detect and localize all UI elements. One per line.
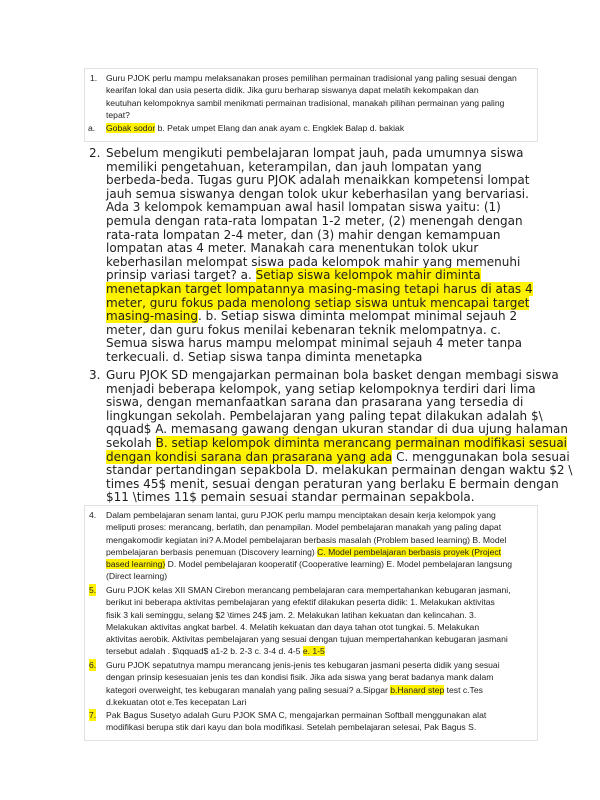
text-line <box>106 229 533 243</box>
highlighted-answer: Gobak sodor <box>106 123 156 133</box>
text-line <box>106 147 533 161</box>
text-segment: kearifan lokal dan usia peserta didik. Jika guru berharap siswanya dapat melatih kekompakan dan <box>106 85 479 96</box>
item-text <box>106 659 500 708</box>
question-item <box>0 147 533 365</box>
highlighted-answer: e. 1-5 <box>302 646 325 657</box>
text-segment: rata-rata lompatan 2-4 meter, dan (3) mahir dengan kemampuan <box>106 227 501 242</box>
text-line <box>106 297 533 311</box>
text-segment: mengakomodir kegiatan ini? A.Model pembelajaran berbasis masalah (Problem based learning) B. Model <box>106 534 507 545</box>
text-line <box>106 256 533 270</box>
item-number: 1. <box>90 73 98 83</box>
text-segment: qquad$ A. memasang gawang dengan ukuran standar di dua ujung halaman <box>106 422 568 437</box>
text-segment: prinsip variasi target? a. <box>106 268 256 283</box>
text-segment: Guru PJOK SD mengajarkan permainan bola basket dengan membagi siswa <box>106 368 559 382</box>
text-line <box>106 534 512 546</box>
text-line <box>106 521 512 533</box>
text-line <box>106 584 511 596</box>
text-line <box>106 709 486 721</box>
text-segment: . b. Setiap siswa diminta melompat minimal sejauh 2 <box>198 309 518 324</box>
text-segment: Melakukan aktivitas angkat barbel. 4. Melatih kekuatan dan daya tahan otot tungkai. 5. Melakukan <box>106 621 480 632</box>
text-line <box>106 242 533 256</box>
text-line <box>106 671 500 683</box>
highlighted-answer: B. setiap kelompok diminta merancang permainan modifikasi sesuai <box>155 435 568 450</box>
text-segment: meter, dan guru fokus menilai kebenaran teknik melompatnya. c. <box>106 322 501 337</box>
question-item <box>0 659 500 708</box>
text-segment: lompatan atas 4 meter. Manakah cara menentukan tolok ukur <box>106 241 479 256</box>
text-line <box>106 396 572 410</box>
text-segment: tersebut adalah . $\qquad$ a1-2 b. 2-3 c. 3-4 d. 4-5 <box>106 646 303 657</box>
text-segment: test c.Tes <box>444 684 483 695</box>
text-line <box>106 478 572 492</box>
text-segment: pemula dengan rata-rata lompatan 1-2 meter, (2) menengah dengan <box>106 213 523 228</box>
text-segment: times 45$ menit, sesuai dengan peraturan yang berlaku E bermain dengan <box>106 476 559 491</box>
text-line <box>106 451 572 465</box>
text-line <box>106 122 404 134</box>
text-line <box>106 491 572 505</box>
text-segment: (Direct learning) <box>106 571 168 582</box>
text-line <box>106 609 511 621</box>
text-segment: Pak Bagus Susetyo adalah Guru PJOK SMA C, mengajarkan permainan Softball menggunakan alat <box>106 710 487 720</box>
question-item <box>0 584 511 658</box>
text-segment: d.kekuatan otot e.Tes kecepatan Lari <box>106 696 247 707</box>
text-line <box>106 645 511 657</box>
text-segment: dengan prinsip kesesuaian jenis tes dan kondisi fisik. Jika ada siswa yang berat badanya mank dalam <box>106 672 494 683</box>
item-number: 2. <box>89 146 101 160</box>
text-line <box>106 188 533 202</box>
text-line <box>106 410 572 424</box>
text-segment: aktivitas aerobik. Aktivitas pembelajaran yang sesuai dengan tujuan mempertahankan kebugaran jasmani <box>106 634 508 645</box>
text-segment: menjadi beberapa kelompok, yang setiap kelompoknya terdiri dari lima <box>106 381 536 396</box>
text-line <box>106 269 533 283</box>
item-text <box>106 709 486 734</box>
text-segment: meliputi proses: merancang, berlatih, dan penampilan. Model pembelajaran manakah yang paling dapat <box>106 522 502 533</box>
text-line <box>106 423 572 437</box>
text-segment: Guru PJOK perlu mampu melaksanakan proses pemilihan permainan tradisional yang paling sesuai dengan <box>106 73 517 83</box>
text-segment: tepat? <box>106 109 130 120</box>
text-segment: berbeda-beda. Tugas guru PJOK adalah menaikkan kompetensi lompat <box>106 173 530 188</box>
text-segment: Dalam pembelajaran senam lantai, guru PJOK perlu mampu menciptakan desain kerja kelompok yang <box>106 510 496 520</box>
text-line <box>106 596 511 608</box>
text-line <box>106 369 572 383</box>
highlighted-answer: C. Model pembelajaran berbasis proyek (Project <box>317 546 502 557</box>
text-line <box>106 558 512 570</box>
text-segment: Sebelum mengikuti pembelajaran lompat jauh, pada umumnya siswa <box>106 146 524 160</box>
text-line <box>106 283 533 297</box>
item-number: 5. <box>89 585 97 595</box>
highlighted-answer: menetapkan target lompatannya masing-masing tetapi harus di atas 4 <box>106 281 533 296</box>
text-segment: standar pertandingan sepakbola D. melakukan permainan dengan waktu $2 \ <box>106 463 573 478</box>
highlighted-answer: b.Hanard step <box>390 684 445 695</box>
highlighted-answer: meter, guru fokus pada menolong setiap siswa untuk mencapai target <box>106 295 530 310</box>
text-segment: terkecuali. d. Setiap siswa tanpa diminta menetapka <box>106 349 423 364</box>
text-line <box>106 351 533 365</box>
text-line <box>106 659 500 671</box>
text-line <box>106 215 533 229</box>
text-line <box>106 310 533 324</box>
text-line <box>106 437 572 451</box>
highlighted-answer: masing-masing <box>106 309 199 324</box>
text-line <box>106 97 517 109</box>
text-segment: modifikasi berupa stik dari kayu dan bola modifikasi. Setelah pembelajaran selesai, Pak Bagus S. <box>106 722 477 733</box>
text-segment: pembelajaran berbasis penemuan (Discovery learning) <box>106 546 318 557</box>
item-number: 3. <box>89 368 101 382</box>
text-line <box>106 174 533 188</box>
text-segment: jauh semua siswanya dengan tolok ukur keberhasilan yang bervariasi. <box>106 186 529 201</box>
text-line <box>106 84 517 96</box>
text-line <box>106 201 533 215</box>
item-text <box>106 584 511 658</box>
text-segment: berikut ini beberapa aktivitas pembelajaran yang efektif dilakukan peserta didik: 1. Melakukan aktivitas <box>106 597 495 608</box>
item-text <box>106 509 512 583</box>
text-line <box>106 721 486 733</box>
text-line <box>106 161 533 175</box>
item-text <box>106 122 404 134</box>
highlighted-answer: based learning) <box>106 559 166 570</box>
text-line <box>106 324 533 338</box>
text-segment: lingkungan sekolah. Pembelajaran yang paling tepat dilakukan adalah $\ <box>106 408 543 423</box>
text-segment: b. Petak umpet Elang dan anak ayam c. Engklek Balap d. bakiak <box>155 123 405 133</box>
text-line <box>106 337 533 351</box>
text-segment: sekolah <box>106 435 156 450</box>
text-segment: keberhasilan melompat siswa pada kelompok mahir yang memenuhi <box>106 254 521 269</box>
text-line <box>106 546 512 558</box>
text-line <box>106 464 572 478</box>
item-text <box>106 369 572 505</box>
text-line <box>106 383 572 397</box>
item-number: a. <box>88 123 96 133</box>
text-line <box>106 509 512 521</box>
question-item <box>0 369 572 505</box>
highlighted-answer: dengan kondisi sarana dan prasarana yang ada <box>106 449 393 464</box>
text-segment: kategori overweight, tes kebugaran manalah yang paling sesuai? a.Sipgar <box>106 684 391 695</box>
text-segment: keutuhan kelompoknya sambil menikmati permainan tradisional, manakah pilihan permainan yang paling <box>106 97 505 108</box>
text-segment: Semua siswa harus mampu melompat minimal sejauh 4 meter tanpa <box>106 336 523 351</box>
text-segment: fisik 3 kali seminggu, selang $2 \times 24$ jam. 2. Melakukan latihan kekuatan dan kelincahan. 3. <box>106 609 477 620</box>
text-line <box>106 109 517 121</box>
question-item <box>0 709 486 734</box>
text-line <box>106 684 500 696</box>
text-segment: Guru PJOK sepatutnya mampu merancang jenis-jenis tes kebugaran jasmani peserta didik yang sesuai <box>106 660 500 670</box>
item-text <box>106 147 533 365</box>
text-line <box>106 633 511 645</box>
item-number: 6. <box>89 660 97 670</box>
text-segment: D. Model pembelajaran kooperatif (Cooperative learning) E. Model pembelajaran langsung <box>165 559 513 570</box>
text-line <box>106 696 500 708</box>
text-segment: $11 \times 11$ pemain sesuai standar permainan sepakbola. <box>106 490 475 505</box>
text-line <box>106 621 511 633</box>
text-line <box>106 570 512 582</box>
question-item <box>0 122 404 134</box>
item-number: 4. <box>89 510 97 520</box>
text-segment: siswa, dengan memanfaatkan sarana dan prasarana yang tersedia di <box>106 395 524 410</box>
text-line <box>106 72 517 84</box>
question-item <box>0 72 517 121</box>
question-item <box>0 509 512 583</box>
text-segment: Ada 3 kelompok kemampuan awal hasil lompatan siswa yaitu: (1) <box>106 200 501 215</box>
text-segment: memiliki pengetahuan, keterampilan, dan jauh lompatan yang <box>106 159 482 174</box>
item-text <box>106 72 517 121</box>
highlighted-answer: Setiap siswa kelompok mahir diminta <box>255 268 481 283</box>
text-segment: Guru PJOK kelas XII SMAN Cirebon merancang pembelajaran cara mempertahankan kebugaran jasmani, <box>106 585 511 595</box>
text-segment: C. menggunakan bola sesuai <box>392 449 570 464</box>
item-number: 7. <box>89 710 97 720</box>
